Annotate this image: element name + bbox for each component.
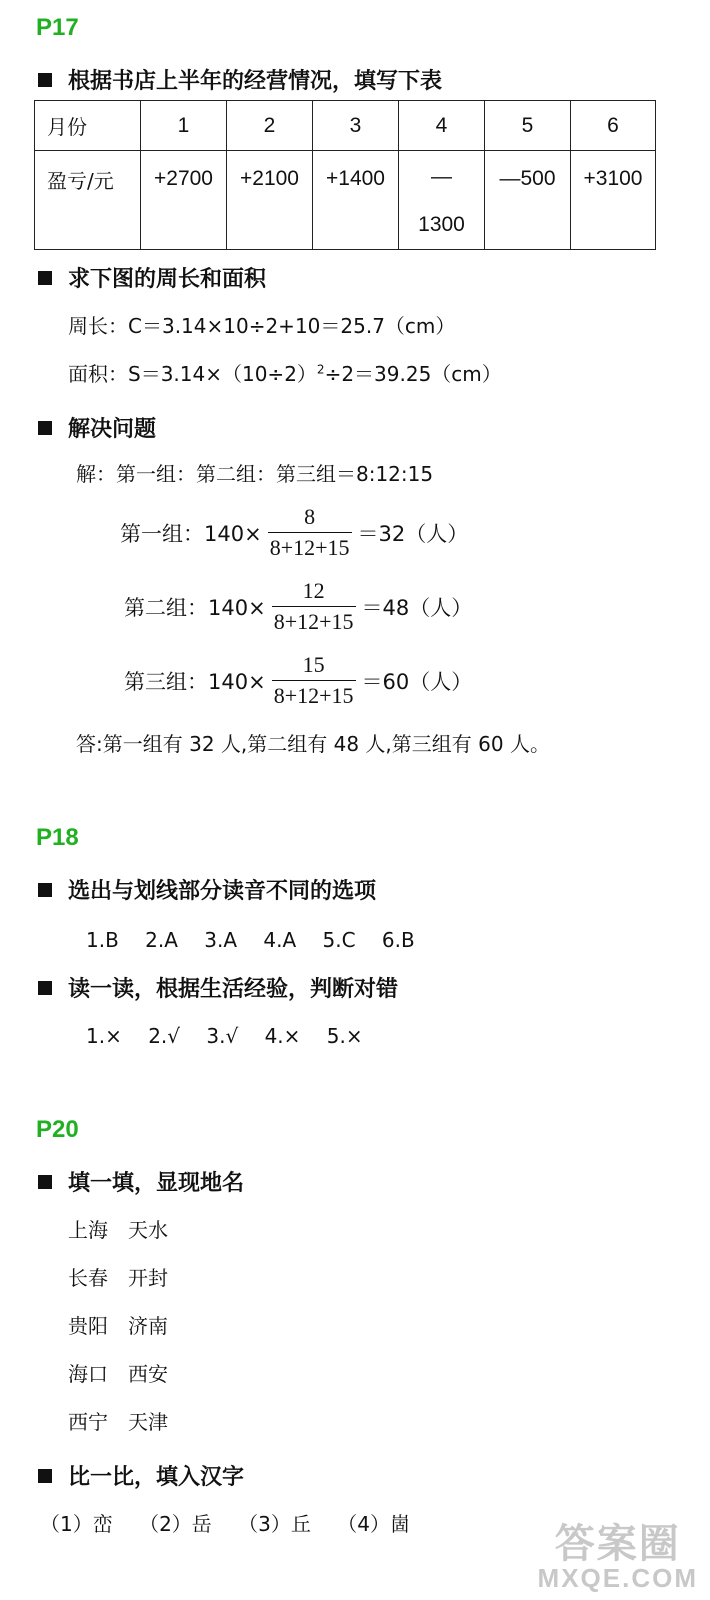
- value-cell: +2700: [141, 151, 227, 250]
- place-pair: 西宁 天津: [68, 1410, 168, 1434]
- answers-line: 1.× 2.√ 3.√ 4.× 5.×: [86, 1024, 363, 1048]
- heading-text: 填一填，显现地名: [68, 1171, 245, 1196]
- watermark-title: 答案圈: [554, 1522, 681, 1566]
- page-label-p17: P17: [36, 14, 79, 41]
- heading-text: 选出与划线部分读音不同的选项: [68, 879, 377, 904]
- value-cell: +3100: [571, 151, 656, 250]
- section-heading-business: [38, 64, 442, 95]
- value-cell: —500: [485, 151, 571, 250]
- month-cell: 5: [485, 101, 571, 151]
- group2-line: [124, 578, 472, 635]
- place-pair: 长春 开封: [68, 1266, 168, 1290]
- bullet-square-icon: [38, 1469, 52, 1483]
- heading-text: 解决问题: [68, 417, 157, 442]
- bullet-square-icon: [38, 1175, 52, 1189]
- fraction: [272, 652, 356, 709]
- page-label-p20: P20: [36, 1116, 79, 1143]
- fraction-numerator: 12: [302, 578, 325, 603]
- value-cell: +1400: [313, 151, 399, 250]
- place-pair: 贵阳 济南: [68, 1314, 168, 1338]
- section-heading-compare: [38, 1460, 244, 1491]
- bullet-square-icon: [38, 271, 52, 285]
- table-row: [35, 101, 656, 151]
- profit-table: [34, 100, 656, 250]
- value-line: —: [431, 165, 452, 188]
- group-label: 第三组：140×: [124, 669, 266, 694]
- area-text-a: 面积：S＝3.14×（10÷2）: [68, 362, 317, 386]
- page-label-p18: P18: [36, 824, 79, 851]
- section-heading-places: [38, 1166, 244, 1197]
- month-cell: 1: [141, 101, 227, 151]
- heading-text: 比一比，填入汉字: [68, 1465, 245, 1490]
- watermark-domain: MXQE.COM: [537, 1563, 698, 1593]
- area-text-b: ÷2＝39.25（cm）: [324, 362, 502, 386]
- perimeter-line: 周长：C＝3.14×10÷2+10＝25.7（cm）: [68, 314, 456, 338]
- heading-text: 根据书店上半年的经营情况，填写下表: [68, 69, 443, 94]
- month-cell: 2: [227, 101, 313, 151]
- month-cell: 6: [571, 101, 656, 151]
- month-cell: 4: [399, 101, 485, 151]
- table-header-month: 月份: [35, 101, 141, 151]
- value-cell: [399, 151, 485, 250]
- heading-text: 求下图的周长和面积: [68, 267, 267, 292]
- bullet-square-icon: [38, 421, 52, 435]
- area-superscript: 2: [316, 362, 325, 377]
- fraction-denominator: 8+12+15: [272, 606, 356, 635]
- section-heading-perimeter-area: [38, 262, 266, 293]
- fraction-denominator: 8+12+15: [272, 680, 356, 709]
- answers-line: （1）峦 （2）岳 （3）丘 （4）崮: [40, 1512, 410, 1536]
- place-pair: 上海 天水: [68, 1218, 168, 1242]
- group-label: 第二组：140×: [124, 595, 266, 620]
- table-header-profit: 盈亏/元: [35, 151, 141, 250]
- bullet-square-icon: [38, 981, 52, 995]
- section-heading-problem: [38, 412, 156, 443]
- table-row: [35, 151, 656, 250]
- heading-text: 读一读，根据生活经验，判断对错: [68, 977, 399, 1002]
- bullet-square-icon: [38, 73, 52, 87]
- group-result: ＝48（人）: [361, 595, 473, 620]
- group1-line: [120, 504, 468, 561]
- month-cell: 3: [313, 101, 399, 151]
- ratio-line: 解：第一组：第二组：第三组＝8:12:15: [76, 462, 434, 486]
- group-result: ＝60（人）: [361, 669, 473, 694]
- value-line: 1300: [418, 213, 465, 236]
- fraction-denominator: 8+12+15: [268, 532, 352, 561]
- fraction: [272, 578, 356, 635]
- section-heading-judge: [38, 972, 398, 1003]
- place-pair: 海口 西安: [68, 1362, 168, 1386]
- section-heading-pronunciation: [38, 874, 376, 905]
- fraction-numerator: 15: [302, 652, 325, 677]
- group3-line: [124, 652, 472, 709]
- bullet-square-icon: [38, 883, 52, 897]
- watermark-logo: [538, 1512, 698, 1594]
- value-cell: +2100: [227, 151, 313, 250]
- area-line: [68, 358, 502, 387]
- fraction-numerator: 8: [304, 504, 316, 529]
- group-label: 第一组：140×: [120, 521, 262, 546]
- answer-line: 答:第一组有 32 人,第二组有 48 人,第三组有 60 人。: [76, 732, 550, 756]
- answers-line: 1.B 2.A 3.A 4.A 5.C 6.B: [86, 928, 415, 952]
- fraction: [268, 504, 352, 561]
- group-result: ＝32（人）: [357, 521, 469, 546]
